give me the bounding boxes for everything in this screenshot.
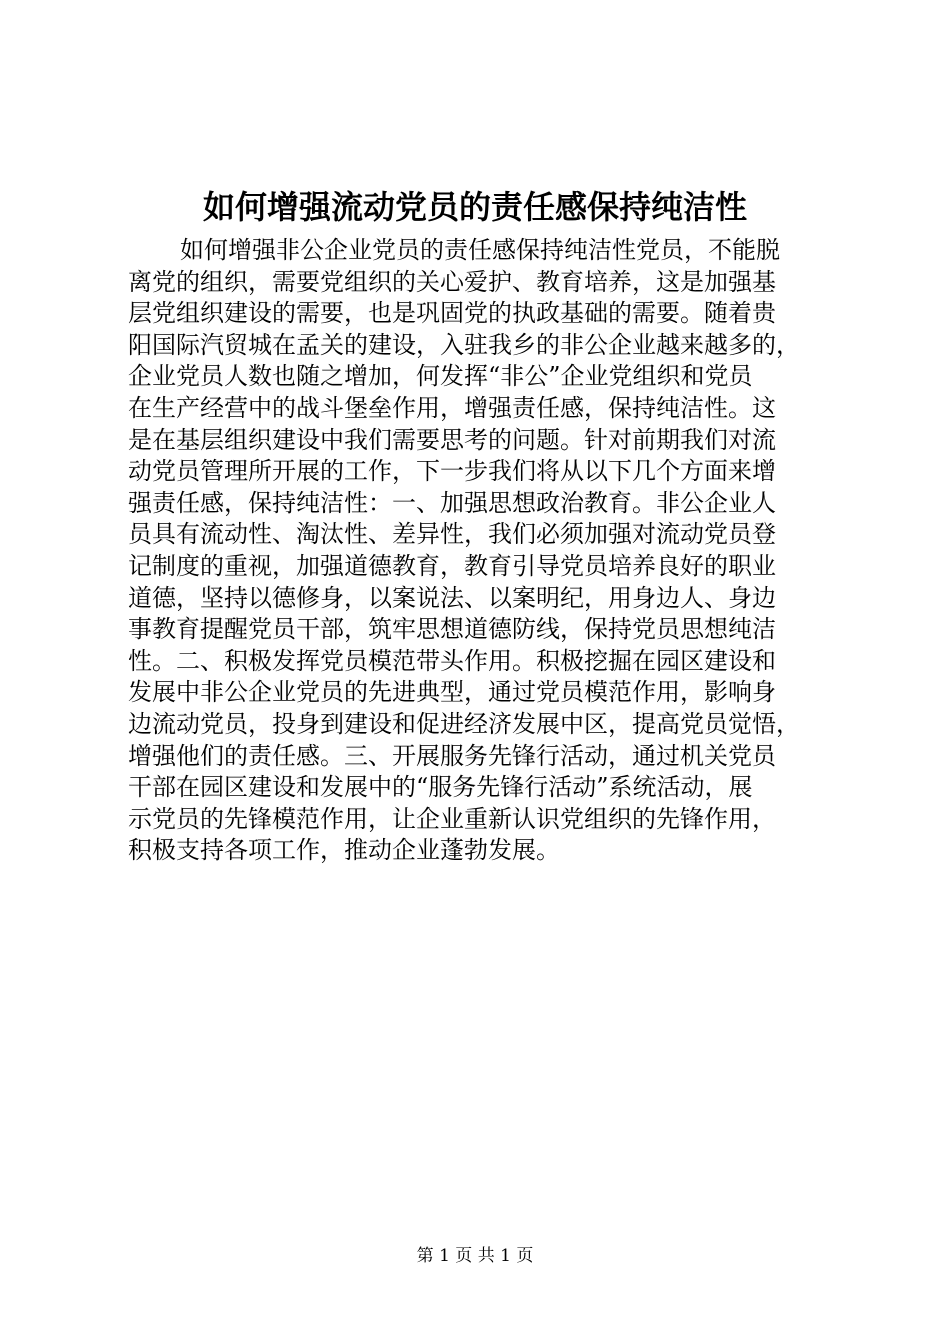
body-line: 如何增强非公企业党员的责任感保持纯洁性党员，不能脱 — [180, 236, 780, 264]
document-page: 如何增强流动党员的责任感保持纯洁性 如何增强非公企业党员的责任感保持纯洁性党员，不能脱 离党的组织，需要党组织的关心爱护、教育培养，这是加强基 层党组织建设的需要，也是巩固党的执政基础的需要。随着贵 阳国际汽贸城在孟关的建设，入驻我乡的非公企业越来越多的， 企业党员人数也随之增加，何发挥“非公”企业党组织和党员 在生产经营中的战斗堡垒作用，增强责任感，保持纯洁性。这 是在基层组织建设中我们需要思考的问题。针对前期我们对流 动党员管理所开展的工作，下一步我们将从以下几个方面来增 强责任感，保持纯洁性：一、加强思想政治教育。非公企业人 员具有流动性、淘汰性、差异性，我们必须加强对流动党员登 记制度的重视，加强道德教育，教育引导党员培养良好的职业 道德，坚持以德修身，以案说法、以案明纪，用身边人、身边 事教育提醒党员干部，筑牢思想道德防线，保持党员思想纯洁 性。二、积极发挥党员模范带头作用。积极挖掘在园区建设和 发展中非公企业党员的先进典型，通过党员模范作用，影响身 边流动党员，投身到建设和促进经济发展中区，提高党员觉悟， 增强他们的责任感。三、开展服务先锋行活动，通过机关党员 干部在园区建设和发展中的“服务先锋行活动”系统活动，展 示党员的先锋模范作用，让企业重新认识党组织的先锋作用， 积极支持各项工作，推动企业蓬勃发展。 第 1 页 共 1 页 — [0, 0, 950, 1344]
page-number-footer: 第 1 页 共 1 页 — [416, 1246, 534, 1266]
page-title: 如何增强流动党员的责任感保持纯洁性 — [202, 188, 747, 226]
